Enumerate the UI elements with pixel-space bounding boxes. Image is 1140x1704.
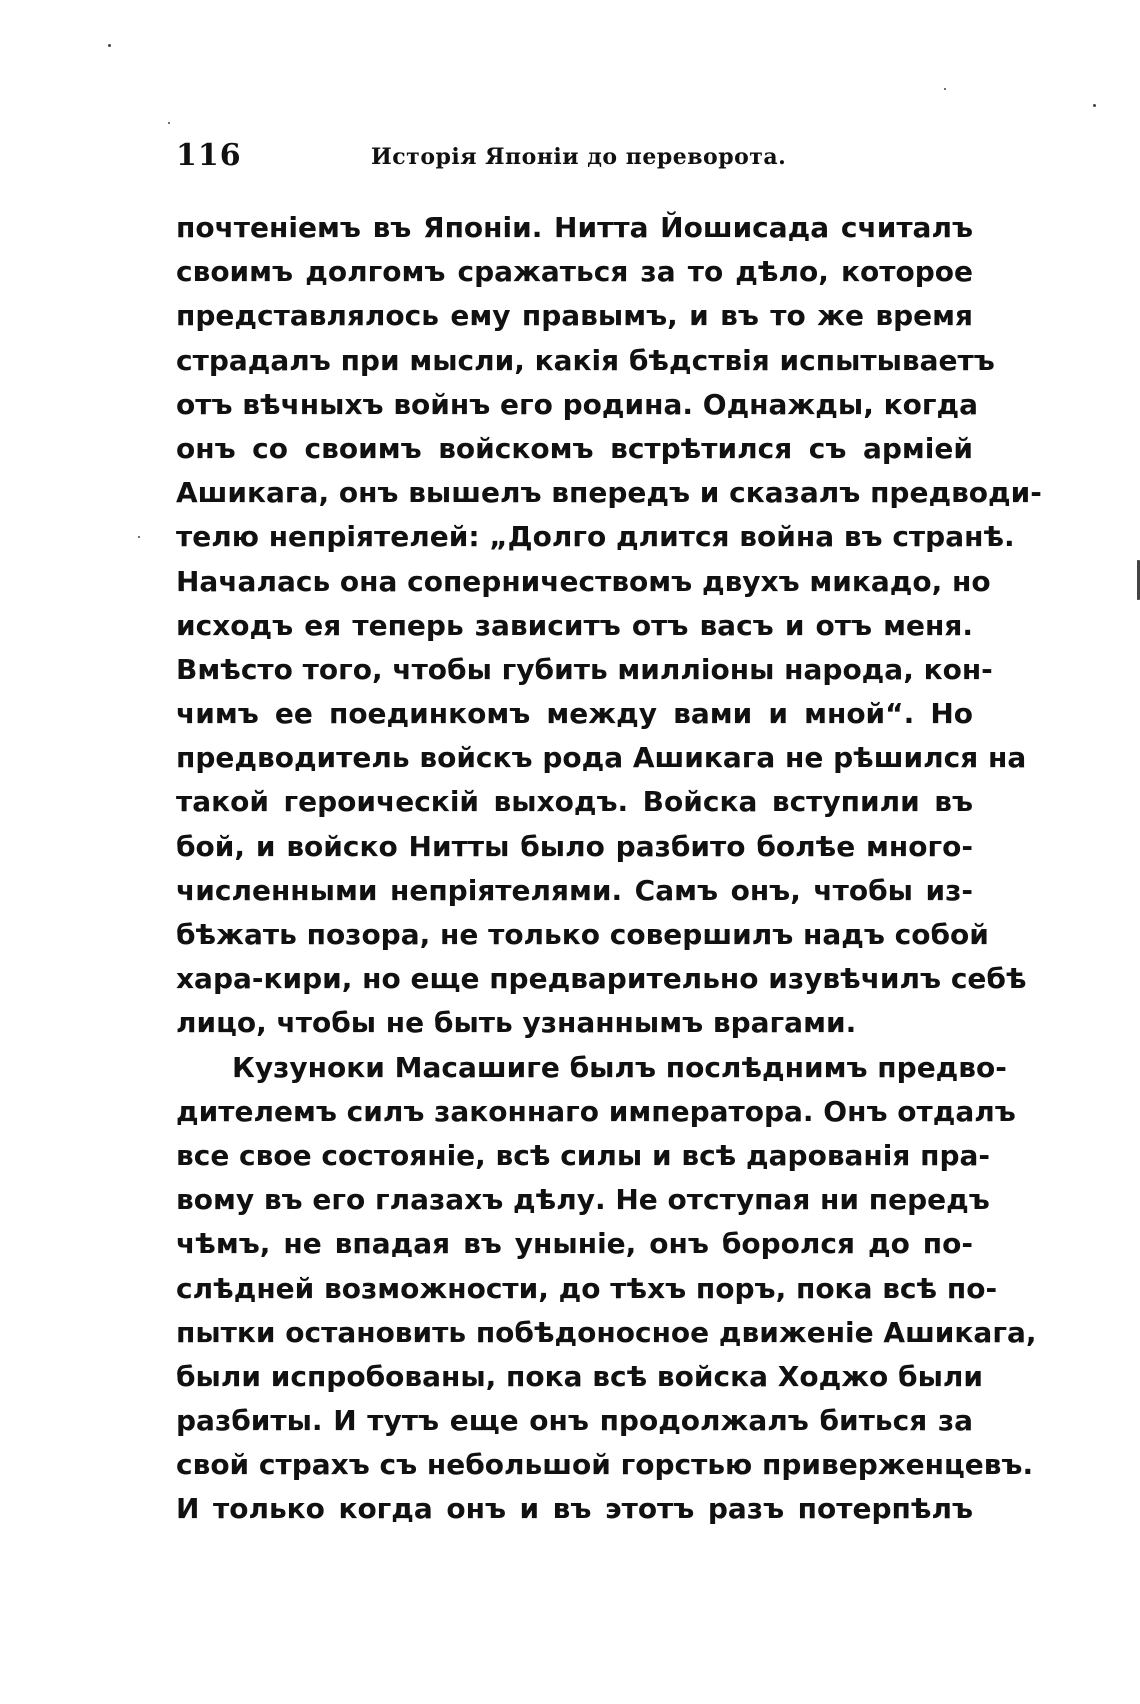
text-line: телю непріятелей: „Долго длится война въ странѣ. <box>176 520 1015 554</box>
text-line: бой, и войско Нитты было разбито болѣе много- <box>176 829 973 863</box>
text-line: отъ вѣчныхъ войнъ его родина. Однажды, когда <box>176 387 978 421</box>
body-text <box>176 206 1042 1532</box>
text-line: исходъ ея теперь зависитъ отъ васъ и отъ меня. <box>176 608 973 642</box>
paragraph <box>176 1046 1037 1532</box>
text-line: численными непріятелями. Самъ онъ, чтобы из- <box>176 873 973 907</box>
text-line: бѣжать позора, не только совершилъ надъ собой <box>176 918 989 951</box>
paragraph <box>176 206 1042 1046</box>
text-line: своимъ долгомъ сражаться за то дѣло, которое <box>176 255 973 289</box>
text-line: представлялось ему правымъ, и въ то же время <box>176 299 973 333</box>
text-line: Ашикага, онъ вышелъ впередъ и сказалъ предводи- <box>176 476 1042 510</box>
text-line: онъ со своимъ войскомъ встрѣтился съ арміей <box>176 431 973 465</box>
text-line: чимъ ее поединкомъ между вами и мной“. Но <box>176 697 973 731</box>
scan-speck <box>168 122 170 124</box>
text-line: страдалъ при мысли, какія бѣдствія испытываетъ <box>176 343 995 377</box>
text-line: пытки остановить побѣдоносное движеніе Ашикага, <box>176 1315 1037 1349</box>
text-line: Вмѣсто того, чтобы губить милліоны народа, кон- <box>176 652 993 686</box>
text-line: разбиты. И тутъ еще онъ продолжалъ биться за <box>176 1404 973 1438</box>
text-line: свой страхъ съ небольшой горстью приверженцевъ. <box>176 1448 1034 1482</box>
text-line: слѣдней возможности, до тѣхъ поръ, пока всѣ по- <box>176 1271 998 1305</box>
text-line: дителемъ силъ законнаго императора. Онъ отдалъ <box>176 1094 1016 1128</box>
text-line: почтеніемъ въ Японіи. Нитта Йошисада считалъ <box>176 211 973 244</box>
text-line: И только когда онъ и въ этотъ разъ потерпѣлъ <box>176 1492 973 1526</box>
text-line: Началась она соперничествомъ двухъ микадо, но <box>176 564 991 598</box>
text-line: были испробованы, пока всѣ войска Ходжо были <box>176 1359 984 1393</box>
page-header <box>176 138 981 182</box>
page-number: 116 <box>176 138 242 173</box>
text-line: чѣмъ, не впадая въ уныніе, онъ боролся до по- <box>176 1227 973 1261</box>
scan-speck <box>944 88 946 90</box>
text-line: Кузуноки Масашиге былъ послѣднимъ предво- <box>232 1050 1007 1084</box>
text-line: хара-кири, но еще предварительно изувѣчилъ себѣ <box>176 962 1027 996</box>
scan-speck <box>1093 104 1096 107</box>
scan-speck <box>138 536 140 538</box>
text-line: все свое состояніе, всѣ силы и всѣ дарованія пра- <box>176 1138 991 1172</box>
scan-speck <box>108 44 111 47</box>
text-line: предводитель войскъ рода Ашикага не рѣшился на <box>176 741 1027 775</box>
text-line: вому въ его глазахъ дѣлу. Не отступая ни передъ <box>176 1183 990 1217</box>
running-head: Исторія Японіи до переворота. <box>371 144 787 170</box>
text-line: лицо, чтобы не быть узнаннымъ врагами. <box>176 1006 857 1040</box>
text-line: такой героическій выходъ. Войска вступили въ <box>176 785 973 819</box>
